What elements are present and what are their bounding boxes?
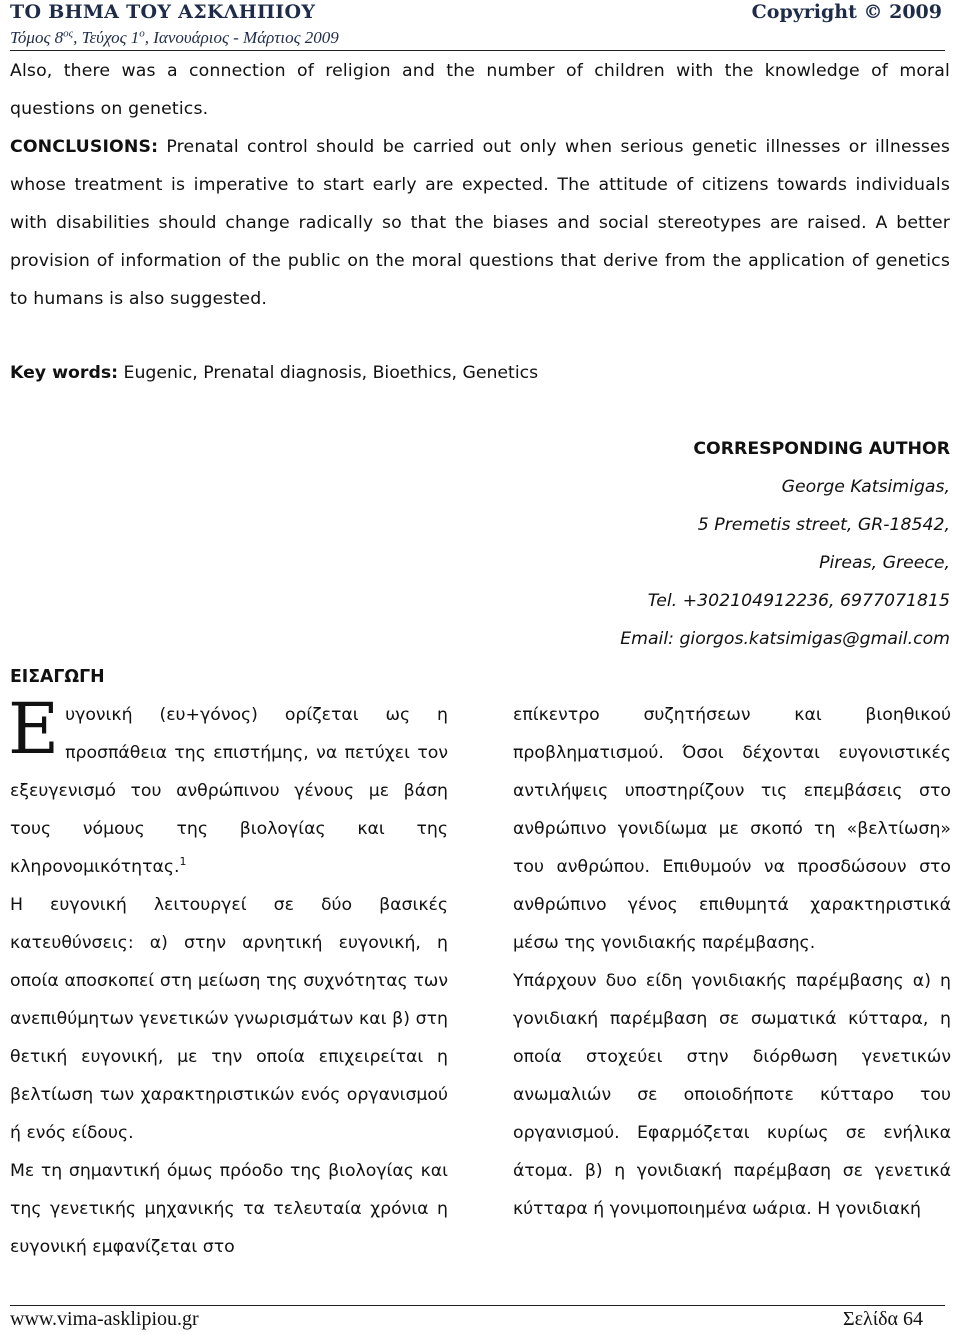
volume-label: Τόμος 8: [10, 28, 64, 47]
keywords-text: Eugenic, Prenatal diagnosis, Bioethics, Genetics: [118, 363, 539, 383]
issue-label: , Τεύχος 1: [73, 28, 140, 47]
issue-superscript: ο: [139, 27, 145, 40]
keywords-label: Key words:: [10, 363, 119, 383]
page-number: Σελίδα 64: [842, 1308, 923, 1330]
footnote-ref[interactable]: 1: [179, 855, 187, 869]
paragraph: Η ευγονική λειτουργεί σε δύο βασικές κατευθύνσεις: α) στην αρνητική ευγονική, η οποία αποσκοπεί στη μείωση της συχνότητας των ανεπιθύμητων γενετικών γνωρισμάτων και β) στη θετική ευγονική, με την οποία επιχειρείται η βελτίωση των χαρακτηριστικών ενός οργανισμού ή ενός είδους.: [10, 895, 448, 1143]
left-column: [8, 688, 448, 1266]
section-title: ΕΙΣΑΓΩΓΗ: [10, 667, 105, 687]
conclusions-label: CONCLUSIONS:: [10, 137, 159, 157]
page-header: [10, 0, 942, 50]
author-heading: CORRESPONDING AUTHOR: [693, 439, 950, 459]
paragraph: επίκεντρο συζητήσεων και βιοηθικού προβληματισμού. Όσοι δέχονται ευγονιστικές αντιλήψεις υποστηρίζουν τις επεμβάσεις στο ανθρώπινο γονιδίωμα με σκοπό τη «βελτίωση» του ανθρώπου. Επιθυμούν να προσδώσουν στο ανθρώπινο γένος επιθυμητά χαρακτηριστικά μέσω της γονιδιακής παρέμβασης.: [513, 705, 951, 953]
author-tel: Tel. +302104912236, 6977071815: [647, 591, 950, 611]
abstract-text: [10, 52, 950, 318]
paragraph-text: υγονική (ευ+γόνος) ορίζεται ως η προσπάθεια της επιστήμης, να πετύχει τον εξευγενισμό του ανθρώπινου γένους με βάση τους νόμους της βιολογίας και της κληρονομικότητας.: [10, 705, 448, 877]
header-divider: [10, 50, 945, 51]
paragraph: Με τη σημαντική όμως πρόοδο της βιολογίας και της γενετικής μηχανικής τα τελευταία χρόνια η ευγονική εμφανίζεται στο: [10, 1161, 448, 1257]
volume-superscript: ος: [63, 27, 74, 40]
author-name: George Katsimigas,: [781, 477, 950, 497]
period-label: , Ιανουάριος - Μάρτιος 2009: [144, 28, 339, 47]
author-email[interactable]: Email: giorgos.katsimigas@gmail.com: [620, 629, 950, 649]
drop-cap: Ε: [8, 688, 60, 770]
copyright-notice: Copyright © 2009: [751, 1, 942, 23]
keywords-line: [10, 354, 538, 392]
corresponding-author: [450, 430, 950, 658]
footer-website[interactable]: www.vima-asklipiou.gr: [10, 1308, 199, 1330]
issue-line: [10, 28, 339, 48]
paragraph: Υπάρχουν δυο είδη γονιδιακής παρέμβασης α) η γονιδιακή παρέμβαση σε σωματικά κύτταρα, η οποία στοχεύει στην διόρθωση γενετικών ανωμαλιών σε οποιοδήποτε κύτταρο του οργανισμού. Εφαρμόζεται κυρίως σε ενήλικα άτομα. β) η γονιδιακή παρέμβαση σε γενετικά κύτταρα ή γονιμοποιημένα ωάρια. Η γονιδιακή: [513, 971, 951, 1219]
right-column: [513, 696, 951, 1228]
author-street: 5 Premetis street, GR-18542,: [697, 515, 950, 535]
abstract-sentence: Also, there was a connection of religion and the number of children with the knowledge of moral questions on genetics.: [10, 61, 950, 119]
author-city: Pireas, Greece,: [819, 553, 950, 573]
conclusions-text: Prenatal control should be carried out only when serious genetic illnesses or illnesses whose treatment is imperative to start early are expected. The attitude of citizens towards individuals with disabilities should change radically so that the biases and social stereotypes are raised. A better provision of information of the public on the moral questions that derive from the application of genetics to humans is also suggested.: [10, 137, 950, 309]
paragraph: [8, 688, 448, 886]
footer-divider: [10, 1305, 945, 1306]
journal-title: ΤΟ ΒΗΜΑ ΤΟΥ ΑΣΚΛΗΠΙΟΥ: [10, 1, 316, 23]
